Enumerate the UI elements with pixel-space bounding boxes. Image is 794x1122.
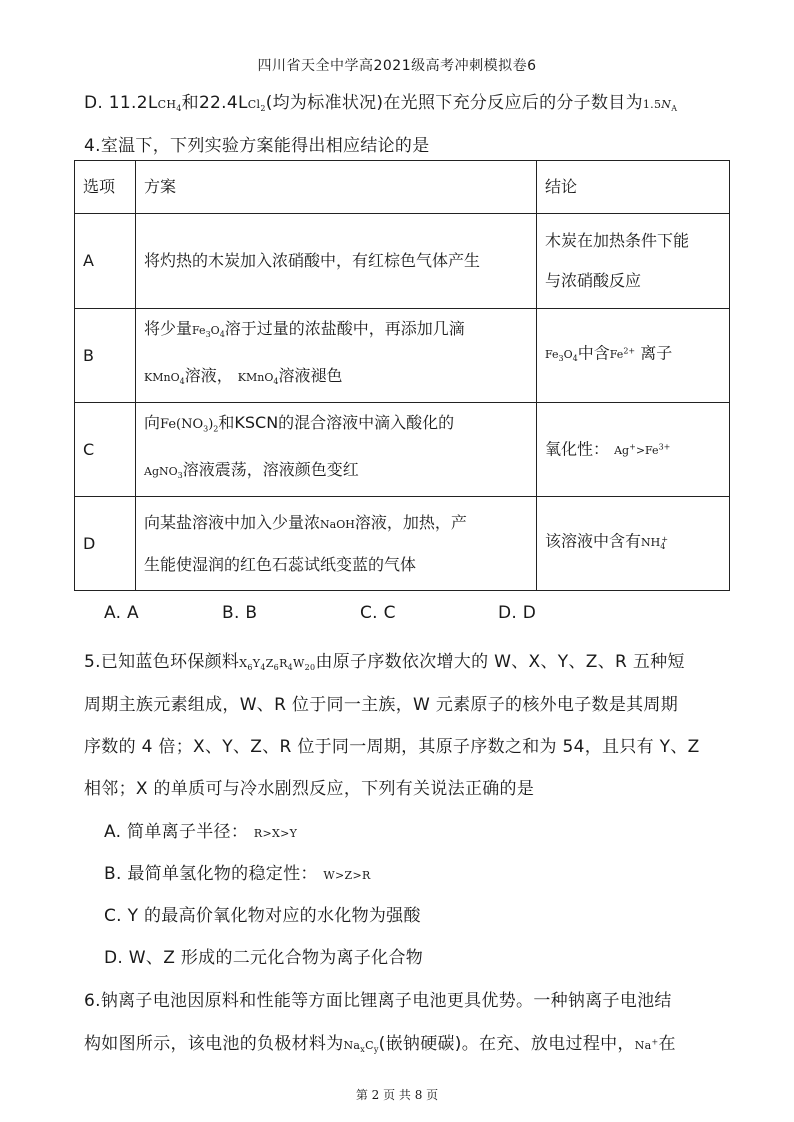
q5-option-b: B. 最简单氢化物的稳定性： W>Z>R: [104, 864, 371, 884]
q5-line-1: 5.已知蓝色环保颜料$X_6Y_4Z_6R_4W_{20}$由原子序数依次增大的 W、X、Y、Z、R 五种短: [84, 652, 685, 673]
experiment-table: [74, 160, 730, 591]
q4-option-c: C. C: [360, 603, 396, 623]
table-row-c: [75, 403, 730, 497]
table-header-row: [75, 161, 730, 214]
row-c-label: C: [75, 403, 136, 497]
q4-option-a: A. A: [104, 603, 139, 623]
row-b-plan: 将少量$Fe_3O_4$溶于过量的浓盐酸中，再添加几滴 KMnO$_4$溶液， KMnO$_4$溶液褪色: [136, 309, 537, 403]
q6-line-2: 构如图所示，该电池的负极材料为$Na_xC_y$(嵌钠硬碳)。在充、放电过程中，Na+在: [84, 1034, 676, 1055]
row-a-conclusion: 木炭在加热条件下能 与浓硝酸反应: [537, 214, 730, 309]
q5-option-d: D. W、Z 形成的二元化合物为离子化合物: [104, 948, 424, 968]
row-b-label: B: [75, 309, 136, 403]
row-b-conclusion: $Fe_3O_4$中含$Fe^{2+}$ 离子: [537, 309, 730, 403]
q5-line-3: 序数的 4 倍；X、Y、Z、R 位于同一周期，其原子序数之和为 54，且只有 Y、Z: [84, 737, 700, 757]
table-row-b: [75, 309, 730, 403]
page-footer: 第 2 页 共 8 页: [355, 1088, 439, 1102]
row-d-conclusion: 该溶液中含有$NH_4^+$: [537, 497, 730, 591]
row-d-label: D: [75, 497, 136, 591]
q5-line-2: 周期主族元素组成，W、R 位于同一主族，W 元素原子的核外电子数是其周期: [84, 695, 679, 715]
q5-option-a: A. 简单离子半径： R>X>Y: [104, 822, 298, 842]
row-d-plan: 向某盐溶液中加入少量浓NaOH溶液，加热，产 生能使湿润的红色石蕊试纸变蓝的气体: [136, 497, 537, 591]
row-c-conclusion: 氧化性： $Ag^+>Fe^{3+}$: [537, 403, 730, 497]
header-option: 选项: [75, 161, 136, 214]
q5-option-c: C. Y 的最高价氧化物对应的水化物为强酸: [104, 906, 421, 926]
row-a-label: A: [75, 214, 136, 309]
q4-option-d: D. D: [498, 603, 537, 623]
q6-line-1: 6.钠离子电池因原料和性能等方面比锂离子电池更具优势。一种钠离子电池结: [84, 991, 672, 1011]
q4-stem: 4.室温下，下列实验方案能得出相应结论的是: [84, 136, 430, 156]
table-row-a: [75, 214, 730, 309]
q3-option-d: D. $11.2LCH_4$和22.4LCl$_2$(均为标准状况)在光照下充分反应后的分子数目为$1.5N_A$: [84, 93, 678, 114]
page-header: 四川省天全中学高2021级高考冲刺模拟卷6: [257, 58, 537, 74]
q5-line-4: 相邻；X 的单质可与冷水剧烈反应，下列有关说法正确的是: [84, 779, 535, 799]
table-row-d: [75, 497, 730, 591]
q4-option-b: B. B: [222, 603, 258, 623]
header-conclusion: 结论: [537, 161, 730, 214]
row-a-plan: 将灼热的木炭加入浓硝酸中，有红棕色气体产生: [136, 214, 537, 309]
header-plan: 方案: [136, 161, 537, 214]
row-c-plan: 向$Fe(NO_3)_2$和KSCN的混合溶液中滴入酸化的 AgNO$_3$溶液震荡，溶液颜色变红: [136, 403, 537, 497]
